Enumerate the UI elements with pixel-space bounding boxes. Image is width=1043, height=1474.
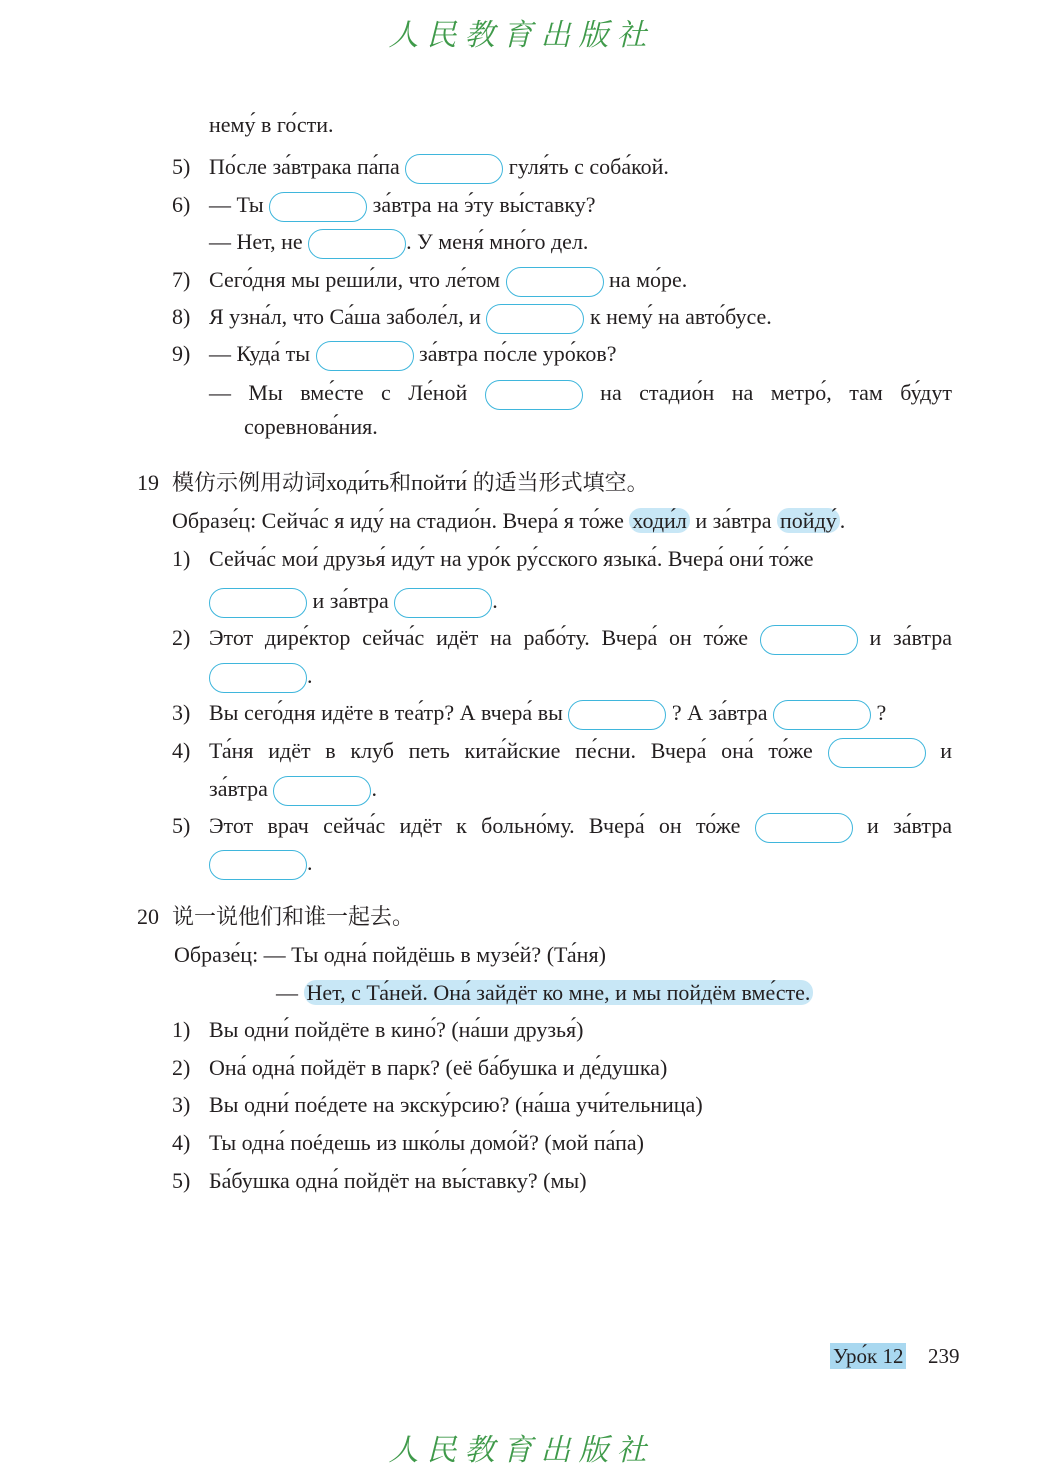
exercise-line	[209, 696, 886, 730]
line-text: — Нет, не	[209, 229, 309, 254]
item-number: 1)	[172, 546, 191, 571]
exercise-line	[209, 300, 772, 334]
exercise-line	[209, 659, 313, 693]
line-text: .	[492, 588, 498, 613]
line-text: Та́ня идёт в клуб петь кита́йские пе́сни. Вчера́ она́ то́же	[209, 738, 828, 763]
line-text: Образе́ц: Сейча́с я иду́ на стадио́н. Вчера́ я то́же	[172, 508, 630, 533]
answer-blank[interactable]	[269, 192, 367, 222]
answer-blank[interactable]	[773, 700, 871, 730]
line-text: и за́втра	[689, 508, 778, 533]
publisher-logo-bottom: 人民教育出版社	[388, 1433, 655, 1468]
item-number: 7)	[172, 267, 191, 292]
line-text: Сего́дня мы реши́ли, что ле́том	[209, 267, 506, 292]
exercise-line	[209, 846, 313, 880]
line-text: и	[925, 738, 952, 763]
exercise-line	[209, 1088, 703, 1122]
line-text: По́сле за́втрака па́па	[209, 154, 406, 179]
line-text: Она́ одна́ пойдёт в парк? (её ба́бушка и де́душка)	[209, 1055, 668, 1080]
line-text: и за́втра	[852, 813, 953, 838]
item-number: 2)	[172, 625, 191, 650]
answer-blank[interactable]	[394, 588, 492, 618]
line-text: Я узна́л, что Са́ша заболе́л, и	[209, 304, 487, 329]
line-text: за́втра	[209, 776, 274, 801]
exercise-line	[209, 1164, 587, 1198]
line-text: .	[307, 850, 313, 875]
exercise-line	[209, 150, 669, 184]
line-text: . У меня́ мно́го дел.	[406, 229, 589, 254]
answer-blank[interactable]	[308, 229, 406, 259]
exercise-line	[209, 188, 595, 222]
item-number: 6)	[172, 192, 191, 217]
answer-blank[interactable]	[828, 738, 926, 768]
line-text: Этот врач сейча́с идёт к больно́му. Вчера́ он то́же	[209, 813, 755, 838]
line-text: ?	[870, 700, 887, 725]
task-instruction: 说一说他们和谁一起去。	[172, 904, 415, 929]
exercise-line	[209, 1126, 644, 1160]
answer-blank[interactable]	[273, 776, 371, 806]
line-text: Вы сего́дня идёте в теа́тр? А вчера́ вы	[209, 700, 569, 725]
line-text: Вы одни́ поéдете на экску́рсию? (на́ша учи́тельница)	[209, 1092, 703, 1117]
line-text: .	[371, 776, 377, 801]
item-number: 5)	[172, 154, 191, 179]
line-text: к нему́ на авто́бусе.	[584, 304, 772, 329]
item-number: 5)	[172, 1168, 191, 1193]
highlighted-answer: ходи́л	[629, 508, 689, 533]
line-text: Этот дире́ктор сейча́с идёт на рабо́ту. Вчера́ он то́же	[209, 625, 760, 650]
line-text: —	[276, 980, 304, 1005]
item-number: 2)	[172, 1055, 191, 1080]
item-number: 1)	[172, 1017, 191, 1042]
answer-blank[interactable]	[209, 850, 307, 880]
item-number: 3)	[172, 700, 191, 725]
line-text: .	[839, 508, 846, 533]
line-text: на стадио́н на метро́, там бу́дут	[582, 380, 952, 405]
task-number: 19	[137, 470, 159, 495]
exercise-line	[209, 108, 334, 142]
line-text: Образе́ц: — Ты одна́ пойдёшь в музе́й? (Та́ня)	[174, 942, 606, 967]
line-text: нему́ в го́сти.	[209, 112, 334, 137]
item-number: 4)	[172, 738, 191, 763]
line-text: и за́втра	[307, 588, 395, 613]
exercise-line	[209, 621, 952, 655]
line-text: гуля́ть с соба́кой.	[503, 154, 669, 179]
line-text: Вы одни́ пойдёте в кино́? (на́ши друзья́)	[209, 1017, 584, 1042]
exercise-line	[209, 263, 687, 297]
exercise-line	[209, 772, 377, 806]
exercise-line	[209, 225, 588, 259]
exercise-line	[209, 337, 617, 371]
exercise-line	[209, 584, 498, 618]
answer-blank[interactable]	[485, 380, 583, 410]
exercise-line	[209, 542, 814, 576]
answer-blank[interactable]	[755, 813, 853, 843]
example-line	[174, 938, 606, 972]
item-number: 3)	[172, 1092, 191, 1117]
highlighted-answer: пойду́	[777, 508, 840, 533]
exercise-line	[244, 410, 378, 444]
line-text: Сейча́с мои́ друзья́ иду́т на уро́к ру́сского языка́. Вчера́ они́ то́же	[209, 546, 814, 571]
answer-blank[interactable]	[209, 588, 307, 618]
item-number: 4)	[172, 1130, 191, 1155]
task-instruction: 模仿示例用动词ходи́ть和пойти́ 的适当形式填空。	[172, 470, 649, 495]
example-line	[276, 976, 813, 1010]
lesson-label: Уро́к 12	[830, 1343, 906, 1369]
page-number: 239	[928, 1344, 960, 1368]
exercise-line	[209, 1051, 667, 1085]
line-text: — Мы вме́сте с Ле́ной	[209, 380, 485, 405]
highlighted-answer: Нет, с Та́ней. Она́ зайдёт ко мне, и мы пойдём вме́сте.	[304, 980, 814, 1005]
exercise-line	[209, 809, 952, 843]
item-number: 5)	[172, 813, 191, 838]
answer-blank[interactable]	[209, 663, 307, 693]
answer-blank[interactable]	[405, 154, 503, 184]
line-text: .	[307, 663, 313, 688]
example-line	[172, 504, 845, 538]
task-number: 20	[137, 904, 159, 929]
line-text: Ба́бушка одна́ пойдёт на вы́ставку? (мы)	[209, 1168, 587, 1193]
line-text: за́втра на э́ту вы́ставку?	[367, 192, 596, 217]
line-text: Ты одна́ поéдешь из шко́лы домо́й? (мой па́па)	[209, 1130, 645, 1155]
answer-blank[interactable]	[506, 267, 604, 297]
line-text: и за́втра	[857, 625, 952, 650]
answer-blank[interactable]	[486, 304, 584, 334]
item-number: 8)	[172, 304, 191, 329]
exercise-line	[209, 376, 952, 410]
line-text: соревнова́ния.	[244, 414, 378, 439]
line-text: за́втра по́сле уро́ков?	[413, 341, 617, 366]
line-text: — Куда́ ты	[209, 341, 316, 366]
item-number: 9)	[172, 341, 191, 366]
line-text: на мо́ре.	[603, 267, 688, 292]
answer-blank[interactable]	[568, 700, 666, 730]
publisher-logo-top: 人民教育出版社	[388, 18, 655, 53]
exercise-line	[209, 1013, 583, 1047]
line-text: — Ты	[209, 192, 270, 217]
answer-blank[interactable]	[316, 341, 414, 371]
exercise-line	[209, 734, 952, 768]
answer-blank[interactable]	[760, 625, 858, 655]
line-text: ? А за́втра	[666, 700, 773, 725]
